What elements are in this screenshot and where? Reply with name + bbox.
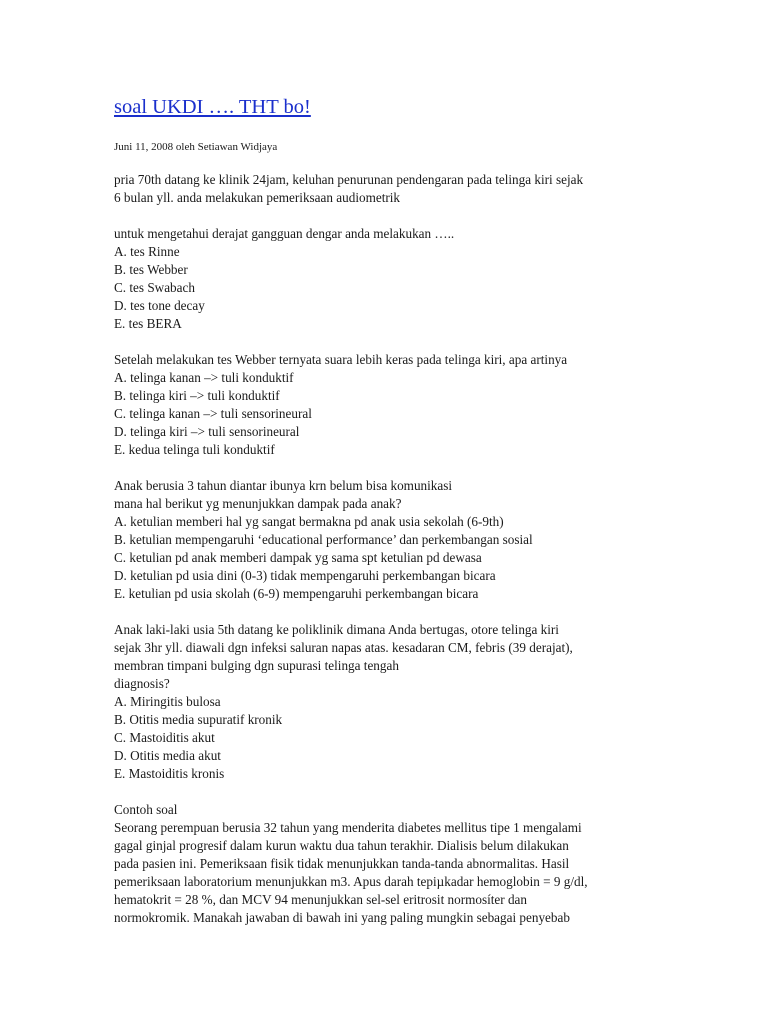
- post-meta: Juni 11, 2008 oleh Setiawan Widjaya: [114, 141, 278, 153]
- answer-option: A. telinga kanan –> tuli konduktif: [114, 370, 294, 385]
- intro-line: pria 70th datang ke klinik 24jam, keluhan penurunan pendengaran pada telinga kiri sejak: [114, 172, 584, 187]
- answer-option: C. ketulian pd anak memberi dampak yg sama spt ketulian pd dewasa: [114, 550, 482, 565]
- answer-option: D. tes tone decay: [114, 298, 205, 313]
- answer-option: C. Mastoiditis akut: [114, 730, 215, 745]
- answer-option: B. Otitis media supuratif kronik: [114, 712, 283, 727]
- answer-option: E. ketulian pd usia skolah (6-9) mempengaruhi perkembangan bicara: [114, 586, 479, 601]
- question-text: membran timpani bulging dgn supurasi telinga tengah: [114, 658, 399, 673]
- intro-line: 6 bulan yll. anda melakukan pemeriksaan audiometrik: [114, 190, 401, 205]
- answer-option: B. ketulian mempengaruhi ‘educational performance’ dan perkembangan sosial: [114, 532, 533, 547]
- answer-option: D. ketulian pd usia dini (0-3) tidak mempengaruhi perkembangan bicara: [114, 568, 496, 583]
- post-title-link[interactable]: soal UKDI …. THT bo!: [114, 96, 311, 118]
- question-text: Anak laki-laki usia 5th datang ke poliklinik dimana Anda bertugas, otore telinga kiri: [114, 622, 559, 637]
- case-text: Seorang perempuan berusia 32 tahun yang menderita diabetes mellitus tipe 1 mengalami: [114, 820, 582, 835]
- answer-option: A. Miringitis bulosa: [114, 694, 221, 709]
- question-2: [114, 351, 708, 459]
- answer-option: E. kedua telinga tuli konduktif: [114, 442, 275, 457]
- question-text: Anak berusia 3 tahun diantar ibunya krn belum bisa komunikasi: [114, 478, 453, 493]
- answer-option: D. Otitis media akut: [114, 748, 221, 763]
- question-3: [114, 477, 708, 603]
- answer-option: C. telinga kanan –> tuli sensorineural: [114, 406, 312, 421]
- case-text: pemeriksaan laboratorium menunjukkan m3. Apus darah tepiµkadar hemoglobin = 9 g/dl,: [114, 874, 588, 889]
- question-1: [114, 225, 708, 333]
- answer-option: A. ketulian memberi hal yg sangat bermakna pd anak usia sekolah (6-9th): [114, 514, 504, 529]
- case-text: normokromik. Manakah jawaban di bawah ini yang paling mungkin sebagai penyebab: [114, 910, 570, 925]
- answer-option: A. tes Rinne: [114, 244, 180, 259]
- case-text: gagal ginjal progresif dalam kurun waktu dua tahun terakhir. Dialisis belum dilakukan: [114, 838, 569, 853]
- answer-option: B. tes Webber: [114, 262, 188, 277]
- contoh-soal: [114, 801, 708, 927]
- case-text: pada pasien ini. Pemeriksaan fisik tidak menunjukkan tanda-tanda abnormalitas. Hasil: [114, 856, 570, 871]
- question-text: untuk mengetahui derajat gangguan dengar anda melakukan …..: [114, 226, 455, 241]
- question-4: [114, 621, 708, 783]
- answer-option: D. telinga kiri –> tuli sensorineural: [114, 424, 300, 439]
- answer-option: E. Mastoiditis kronis: [114, 766, 225, 781]
- answer-option: B. telinga kiri –> tuli konduktif: [114, 388, 280, 403]
- answer-option: E. tes BERA: [114, 316, 182, 331]
- question-text: sejak 3hr yll. diawali dgn infeksi saluran napas atas. kesadaran CM, febris (39 derajat),: [114, 640, 573, 655]
- intro-paragraph: [114, 171, 708, 207]
- question-text: Setelah melakukan tes Webber ternyata suara lebih keras pada telinga kiri, apa artinya: [114, 352, 568, 367]
- answer-option: C. tes Swabach: [114, 280, 195, 295]
- case-text: hematokrit = 28 %, dan MCV 94 menunjukkan sel-sel eritrosit normosíter dan: [114, 892, 528, 907]
- question-text: diagnosis?: [114, 676, 170, 691]
- section-heading: Contoh soal: [114, 802, 178, 817]
- question-text: mana hal berikut yg menunjukkan dampak pada anak?: [114, 496, 402, 511]
